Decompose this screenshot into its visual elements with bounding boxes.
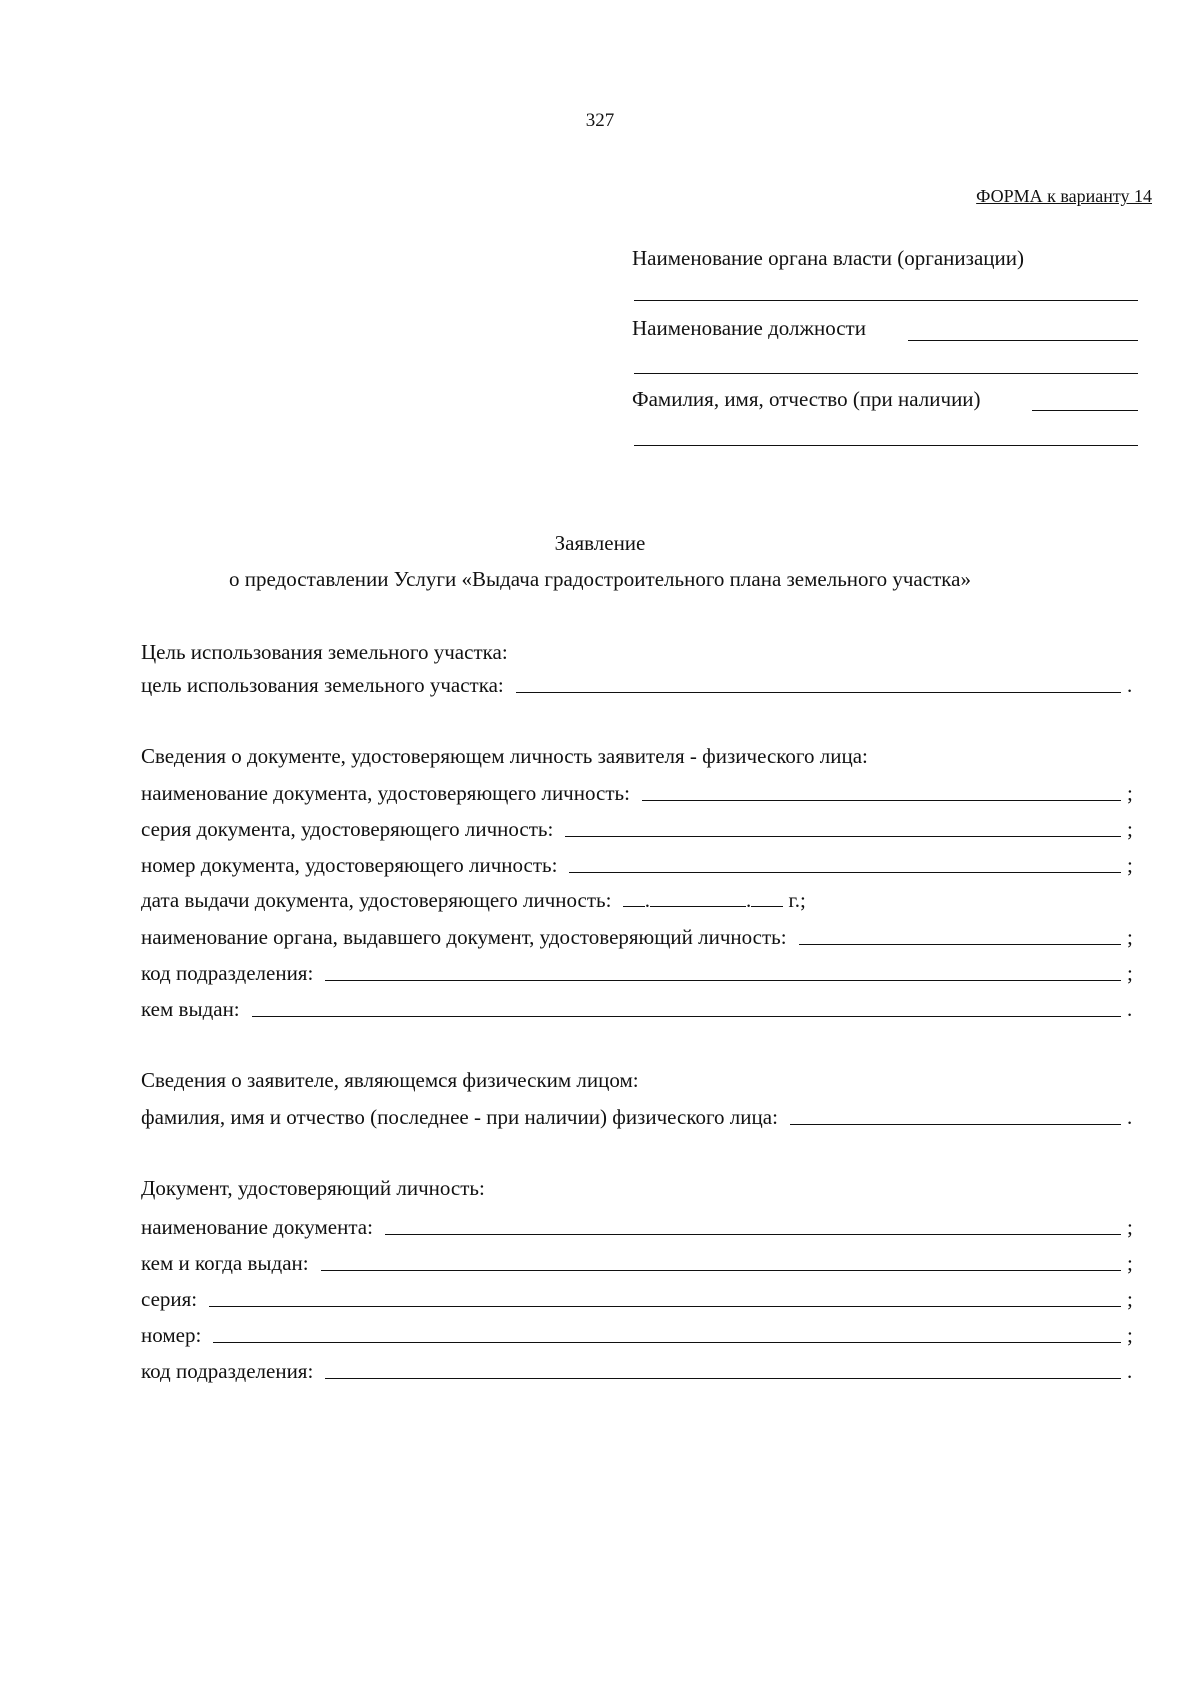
doc2-number-field[interactable]: [141, 1320, 1141, 1346]
field-end-punct: ;: [1127, 1323, 1133, 1347]
date-year-blank[interactable]: [751, 888, 783, 907]
doc2-dept-code-field[interactable]: [141, 1356, 1141, 1382]
page-number: 327: [585, 110, 615, 131]
field-end-punct: ;: [1127, 817, 1133, 841]
date-separator: .: [644, 888, 650, 912]
field-end-punct: .: [1127, 1359, 1133, 1383]
applicant-fio-label: фамилия, имя и отчество (последнее - при наличии) физического лица:: [141, 1105, 778, 1129]
doc2-heading: Документ, удостоверяющий личность:: [141, 1176, 485, 1200]
field-end-punct: .: [1127, 1105, 1133, 1129]
purpose-label: цель использования земельного участка:: [141, 673, 504, 697]
date-separator: .: [745, 888, 752, 912]
position-label: Наименование должности: [632, 316, 866, 340]
authority-blank[interactable]: [634, 300, 1138, 301]
field-end-punct: ;: [1127, 781, 1133, 805]
id-doc-date-field[interactable]: [141, 888, 806, 911]
id-doc-dept-code-field[interactable]: [141, 958, 1141, 984]
id-doc-name-field[interactable]: [141, 778, 1141, 804]
id-doc-series-input-line[interactable]: [565, 836, 1121, 837]
id-doc-number-input-line[interactable]: [569, 872, 1121, 873]
doc2-number-input-line[interactable]: [213, 1342, 1121, 1343]
doc2-number-label: номер:: [141, 1323, 202, 1347]
doc2-dept-code-input-line[interactable]: [325, 1378, 1121, 1379]
doc2-issued-label: кем и когда выдан:: [141, 1251, 309, 1275]
id-doc-series-label: серия документа, удостоверяющего личность:: [141, 817, 554, 841]
field-end-punct: .: [1127, 997, 1133, 1021]
doc2-name-label: наименование документа:: [141, 1215, 373, 1239]
id-doc-issued-by-field[interactable]: [141, 994, 1141, 1020]
doc2-series-field[interactable]: [141, 1284, 1141, 1310]
field-end-punct: ;: [1127, 1215, 1133, 1239]
id-doc-name-label: наименование документа, удостоверяющего личность:: [141, 781, 630, 805]
doc2-issued-input-line[interactable]: [321, 1270, 1121, 1271]
doc2-name-input-line[interactable]: [385, 1234, 1121, 1235]
field-end-punct: .: [1127, 673, 1133, 697]
fio-blank[interactable]: [1032, 410, 1138, 411]
document-title: Заявление: [554, 531, 646, 555]
purpose-heading: Цель использования земельного участка:: [141, 640, 508, 664]
id-doc-issuer-label: наименование органа, выдавшего документ, удостоверяющий личность:: [141, 925, 787, 949]
id-doc-series-field[interactable]: [141, 814, 1141, 840]
id-doc-dept-code-label: код подразделения:: [141, 961, 314, 985]
id-document-heading: Сведения о документе, удостоверяющем личность заявителя - физического лица:: [141, 744, 868, 768]
id-doc-issued-by-label: кем выдан:: [141, 997, 240, 1021]
fio-blank-2[interactable]: [634, 445, 1138, 446]
id-doc-issued-by-input-line[interactable]: [252, 1016, 1121, 1017]
id-doc-number-field[interactable]: [141, 850, 1141, 876]
purpose-input-line[interactable]: [516, 692, 1121, 693]
field-end-punct: ;: [1127, 961, 1133, 985]
applicant-fio-field[interactable]: [141, 1102, 1141, 1128]
applicant-fio-input-line[interactable]: [790, 1124, 1121, 1125]
field-end-punct: ;: [1127, 853, 1133, 877]
id-doc-number-label: номер документа, удостоверяющего личность:: [141, 853, 558, 877]
field-end-punct: ;: [1127, 1287, 1133, 1311]
date-day-blank[interactable]: [623, 888, 645, 907]
id-doc-dept-code-input-line[interactable]: [325, 980, 1121, 981]
document-subtitle: о предоставлении Услуги «Выдача градостроительного плана земельного участка»: [229, 567, 971, 591]
authority-label: Наименование органа власти (организации): [632, 246, 1024, 270]
doc2-series-label: серия:: [141, 1287, 198, 1311]
fio-label: Фамилия, имя, отчество (при наличии): [632, 387, 981, 411]
date-suffix: г.;: [788, 888, 806, 912]
form-reference: ФОРМА к варианту 14: [976, 186, 1152, 206]
position-blank-2[interactable]: [634, 373, 1138, 374]
field-end-punct: ;: [1127, 1251, 1133, 1275]
doc2-issued-field[interactable]: [141, 1248, 1141, 1274]
id-doc-issuer-field[interactable]: [141, 922, 1141, 948]
id-doc-issuer-input-line[interactable]: [799, 944, 1121, 945]
applicant-heading: Сведения о заявителе, являющемся физическим лицом:: [141, 1068, 639, 1092]
id-doc-date-label: дата выдачи документа, удостоверяющего личность:: [141, 888, 612, 912]
doc2-series-input-line[interactable]: [209, 1306, 1121, 1307]
date-month-blank[interactable]: [650, 888, 746, 907]
field-end-punct: ;: [1127, 925, 1133, 949]
doc2-name-field[interactable]: [141, 1212, 1141, 1238]
purpose-field[interactable]: [141, 670, 1141, 696]
id-doc-name-input-line[interactable]: [642, 800, 1121, 801]
doc2-dept-code-label: код подразделения:: [141, 1359, 314, 1383]
position-blank[interactable]: [908, 340, 1138, 341]
